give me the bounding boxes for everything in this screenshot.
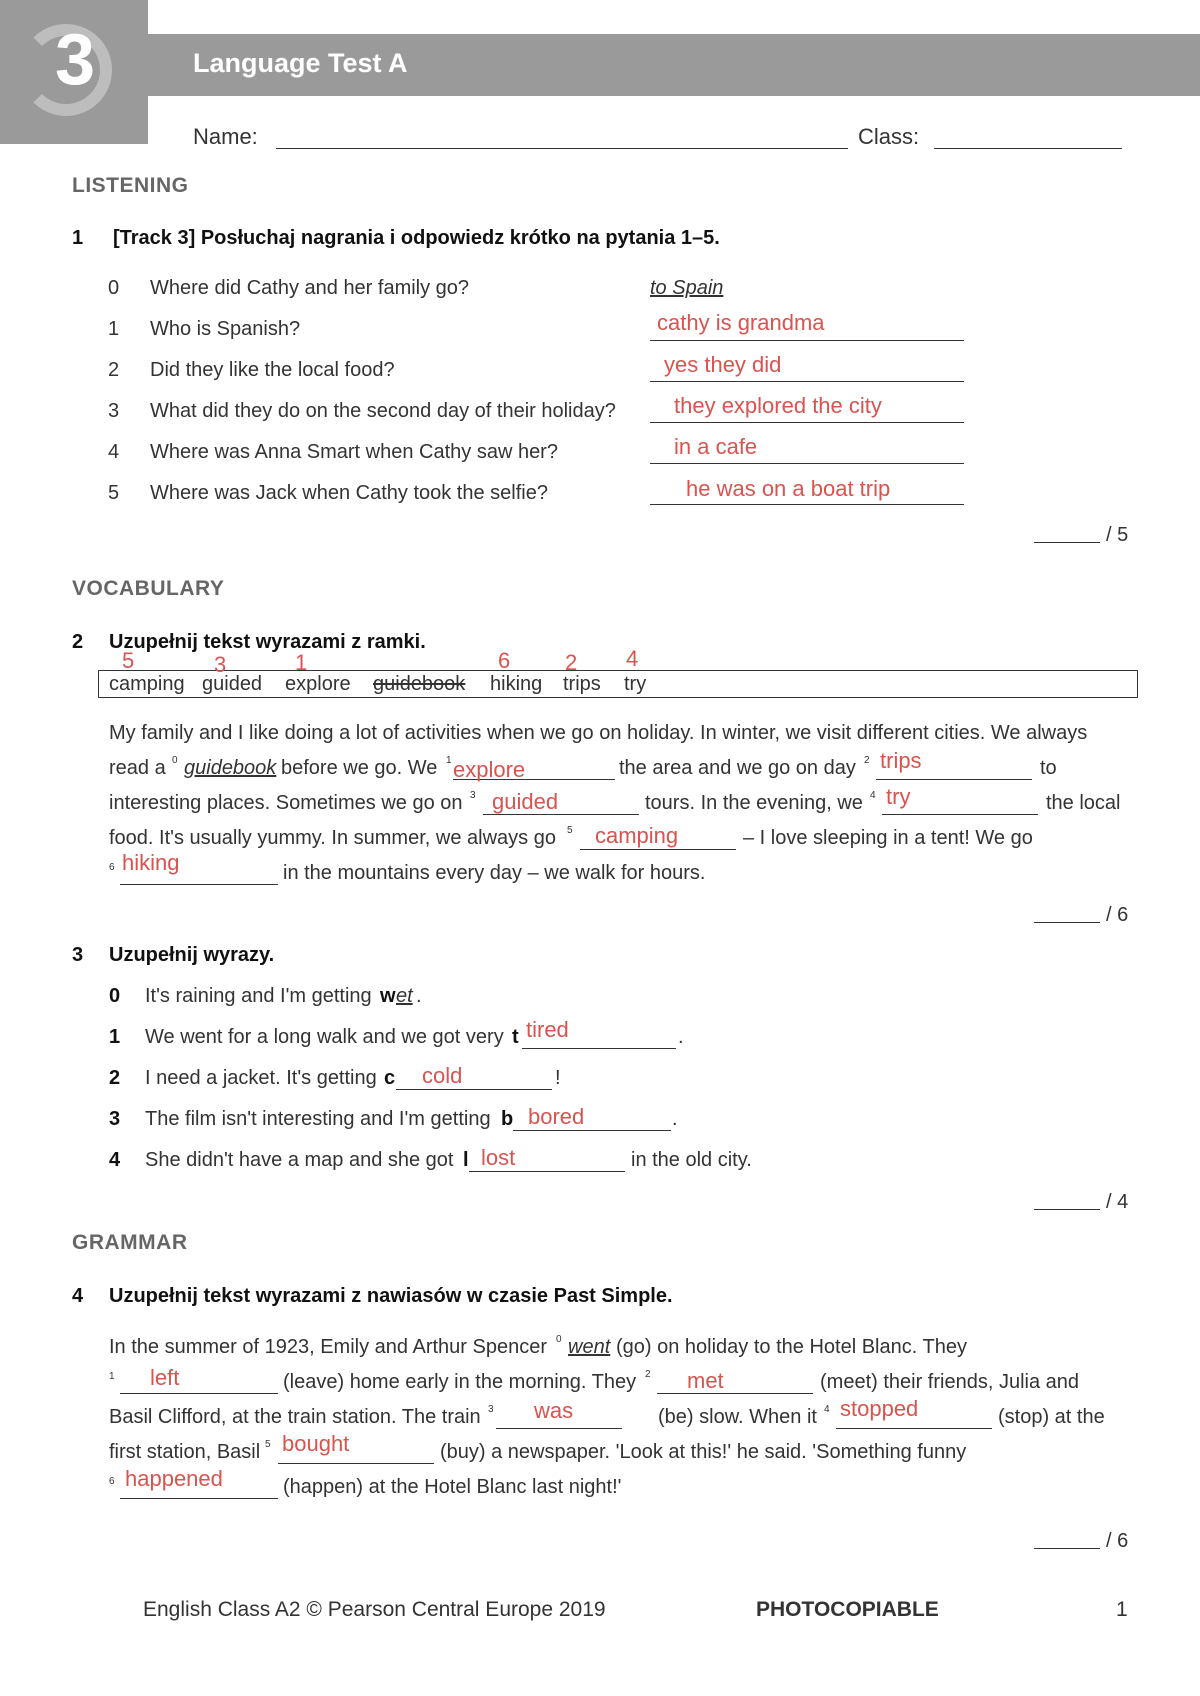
gap-number: 1 bbox=[109, 1371, 115, 1382]
word-box-item: trips bbox=[563, 673, 601, 695]
word-mark: 6 bbox=[498, 648, 511, 673]
task-number: 3 bbox=[72, 944, 84, 966]
section-vocabulary: VOCABULARY bbox=[72, 577, 225, 600]
gap-field[interactable] bbox=[580, 849, 736, 850]
answer-field[interactable] bbox=[650, 463, 964, 464]
answer-text: try bbox=[886, 784, 911, 809]
score-field[interactable] bbox=[1034, 542, 1100, 543]
paragraph-text: – I love sleeping in a tent! We go bbox=[743, 827, 1033, 849]
item-text: ! bbox=[555, 1067, 561, 1089]
paragraph-text: read a bbox=[109, 757, 166, 779]
paragraph-text: food. It's usually yummy. In summer, we always go bbox=[109, 827, 556, 849]
paragraph-text: the local bbox=[1046, 792, 1121, 814]
answer-text: bored bbox=[528, 1104, 585, 1129]
answer-text: yes they did bbox=[664, 352, 782, 377]
gap-number: 6 bbox=[109, 862, 115, 873]
item-text: I need a jacket. It's getting bbox=[145, 1067, 377, 1089]
item-letter: t bbox=[512, 1026, 519, 1048]
answer-text: cold bbox=[422, 1063, 463, 1088]
answer-field[interactable] bbox=[650, 504, 964, 505]
word-mark: 3 bbox=[214, 652, 227, 677]
paragraph-text: (be) slow. When it bbox=[658, 1406, 817, 1428]
answer-text: was bbox=[534, 1398, 574, 1423]
item-text: We went for a long walk and we got very bbox=[145, 1026, 504, 1048]
gap-number: 0 bbox=[556, 1334, 562, 1345]
gap-number: 4 bbox=[824, 1404, 830, 1415]
task-number: 2 bbox=[72, 631, 84, 653]
paragraph-text: (leave) home early in the morning. They bbox=[283, 1371, 637, 1393]
question-number: 0 bbox=[108, 277, 120, 299]
question-number: 1 bbox=[108, 318, 120, 340]
paragraph-line: My family and I like doing a lot of activities when we go on holiday. In winter, we visit different cities. We always bbox=[109, 722, 1088, 744]
paragraph-text: first station, Basil bbox=[109, 1441, 261, 1463]
answer-text: met bbox=[687, 1368, 724, 1393]
task-instruction: [Track 3] Posłuchaj nagrania i odpowiedz krótko na pytania 1–5. bbox=[113, 227, 720, 249]
answer-text: happened bbox=[125, 1466, 223, 1491]
gap-number: 3 bbox=[470, 790, 476, 801]
paragraph-text: in the mountains every day – we walk for hours. bbox=[283, 862, 706, 884]
footer-copyright: English Class A2 © Pearson Central Europe 2019 bbox=[143, 1598, 606, 1621]
word-box-item: explore bbox=[285, 673, 351, 695]
question-text: Where was Jack when Cathy took the selfie? bbox=[150, 482, 548, 504]
gap-field[interactable] bbox=[469, 1171, 625, 1172]
paragraph-text: (buy) a newspaper. 'Look at this!' he said. 'Something funny bbox=[440, 1441, 967, 1463]
task-instruction: Uzupełnij tekst wyrazami z ramki. bbox=[109, 631, 426, 653]
class-label: Class: bbox=[858, 124, 920, 149]
score-total: / 4 bbox=[1106, 1191, 1129, 1213]
gap-field[interactable] bbox=[522, 1048, 676, 1049]
gap-number: 3 bbox=[488, 1404, 494, 1415]
gap-number: 6 bbox=[109, 1476, 115, 1487]
paragraph-text: (meet) their friends, Julia and bbox=[820, 1371, 1080, 1393]
paragraph-text: In the summer of 1923, Emily and Arthur Spencer bbox=[109, 1336, 547, 1358]
gap-number: 5 bbox=[567, 825, 573, 836]
word-mark: 2 bbox=[565, 650, 578, 675]
answer-text: cathy is grandma bbox=[657, 310, 825, 335]
footer-photocopiable: PHOTOCOPIABLE bbox=[756, 1598, 939, 1621]
paragraph-text: before we go. We bbox=[281, 757, 438, 779]
answer-text: they explored the city bbox=[674, 393, 882, 418]
task-number: 4 bbox=[72, 1285, 84, 1307]
gap-field[interactable] bbox=[120, 884, 278, 885]
gap-field[interactable] bbox=[836, 1428, 992, 1429]
gap-field[interactable] bbox=[278, 1463, 434, 1464]
task-number: 1 bbox=[72, 227, 84, 249]
answer-text: bought bbox=[282, 1431, 350, 1456]
gap-field[interactable] bbox=[513, 1130, 671, 1131]
question-text: Did they like the local food? bbox=[150, 359, 395, 381]
answer-text: tired bbox=[526, 1017, 569, 1042]
item-number: 1 bbox=[109, 1026, 121, 1048]
name-label: Name: bbox=[193, 124, 258, 149]
task-instruction: Uzupełnij wyrazy. bbox=[109, 944, 275, 966]
answer-text: trips bbox=[880, 748, 922, 773]
question-number: 2 bbox=[108, 359, 120, 381]
item-text: . bbox=[672, 1108, 678, 1130]
item-number: 0 bbox=[109, 985, 121, 1007]
answer-field[interactable] bbox=[650, 340, 964, 341]
answer-text: hiking bbox=[122, 850, 180, 875]
paragraph-text: (happen) at the Hotel Blanc last night!' bbox=[283, 1476, 622, 1498]
gap-field[interactable] bbox=[876, 779, 1032, 780]
answer-text: camping bbox=[595, 823, 679, 848]
answer-text: guided bbox=[492, 789, 559, 814]
word-mark: 4 bbox=[626, 646, 639, 671]
answer-text: in a cafe bbox=[674, 434, 758, 459]
gap-number: 2 bbox=[645, 1369, 651, 1380]
gap-number: 4 bbox=[870, 790, 876, 801]
gap-field[interactable] bbox=[657, 1393, 813, 1394]
answer-field[interactable] bbox=[650, 381, 964, 382]
paragraph-text: Basil Clifford, at the train station. The train bbox=[109, 1406, 481, 1428]
example-answer: to Spain bbox=[650, 277, 724, 299]
question-text: Who is Spanish? bbox=[150, 318, 301, 340]
answer-text: he was on a boat trip bbox=[686, 476, 891, 501]
question-text: Where did Cathy and her family go? bbox=[150, 277, 470, 299]
item-text: She didn't have a map and she got bbox=[145, 1149, 454, 1171]
page-title: Language Test A bbox=[193, 48, 408, 78]
item-text: It's raining and I'm getting bbox=[145, 985, 372, 1007]
answer-text: left bbox=[150, 1365, 180, 1390]
question-number: 4 bbox=[108, 441, 120, 463]
item-text: . bbox=[416, 985, 422, 1007]
paragraph-text: (go) on holiday to the Hotel Blanc. They bbox=[616, 1336, 967, 1358]
paragraph-text: interesting places. Sometimes we go on bbox=[109, 792, 463, 814]
answer-field[interactable] bbox=[650, 422, 964, 423]
word-box-item: hiking bbox=[490, 673, 543, 695]
score-total: / 6 bbox=[1106, 904, 1129, 926]
item-text: . bbox=[678, 1026, 684, 1048]
unit-number: 3 bbox=[54, 20, 96, 100]
gap-number: 1 bbox=[446, 755, 452, 766]
word-mark: 1 bbox=[295, 650, 308, 675]
answer-text: lost bbox=[481, 1145, 516, 1170]
class-field[interactable] bbox=[934, 148, 1122, 149]
word-box-item: guidebook bbox=[373, 673, 466, 695]
paragraph-text: (stop) at the bbox=[998, 1406, 1105, 1428]
paragraph-text: to bbox=[1040, 757, 1057, 779]
word-box-item: guided bbox=[202, 673, 263, 695]
word-box-item: try bbox=[624, 673, 647, 695]
name-field[interactable] bbox=[276, 148, 848, 149]
gap-field[interactable] bbox=[120, 1393, 278, 1394]
page-number: 1 bbox=[1116, 1598, 1128, 1621]
gap-number: 5 bbox=[265, 1439, 271, 1450]
item-number: 4 bbox=[109, 1149, 121, 1171]
question-number: 5 bbox=[108, 482, 120, 504]
item-text: The film isn't interesting and I'm getting bbox=[145, 1108, 491, 1130]
example-answer: guidebook bbox=[184, 757, 277, 779]
word-box-item: camping bbox=[109, 673, 185, 695]
question-number: 3 bbox=[108, 400, 120, 422]
gap-number: 2 bbox=[864, 755, 870, 766]
section-grammar: GRAMMAR bbox=[72, 1231, 188, 1254]
question-text: Where was Anna Smart when Cathy saw her? bbox=[150, 441, 558, 463]
section-listening: LISTENING bbox=[72, 174, 189, 197]
answer-text: stopped bbox=[840, 1396, 919, 1421]
gap-field[interactable] bbox=[496, 1428, 622, 1429]
example-answer: went bbox=[568, 1336, 611, 1358]
score-total: / 6 bbox=[1106, 1530, 1129, 1552]
answer-text: explore bbox=[453, 757, 526, 782]
gap-field[interactable] bbox=[882, 814, 1038, 815]
word-mark: 5 bbox=[122, 648, 135, 673]
score-total: / 5 bbox=[1106, 524, 1129, 546]
gap-field[interactable] bbox=[396, 1089, 552, 1090]
item-letter: c bbox=[384, 1067, 396, 1089]
score-field[interactable] bbox=[1034, 1548, 1100, 1549]
example-answer: et bbox=[396, 985, 413, 1007]
item-number: 2 bbox=[109, 1067, 121, 1089]
question-text: What did they do on the second day of their holiday? bbox=[150, 400, 616, 422]
score-field[interactable] bbox=[1034, 922, 1100, 923]
item-letter: l bbox=[463, 1149, 469, 1171]
item-letter: b bbox=[501, 1108, 514, 1130]
score-field[interactable] bbox=[1034, 1209, 1100, 1210]
gap-number: 0 bbox=[172, 755, 178, 766]
item-letter: w bbox=[380, 985, 396, 1007]
item-text: in the old city. bbox=[631, 1149, 752, 1171]
paragraph-text: the area and we go on day bbox=[619, 757, 856, 779]
paragraph-text: tours. In the evening, we bbox=[645, 792, 863, 814]
task-instruction: Uzupełnij tekst wyrazami z nawiasów w czasie Past Simple. bbox=[109, 1285, 673, 1307]
item-number: 3 bbox=[109, 1108, 121, 1130]
gap-field[interactable] bbox=[120, 1498, 278, 1499]
